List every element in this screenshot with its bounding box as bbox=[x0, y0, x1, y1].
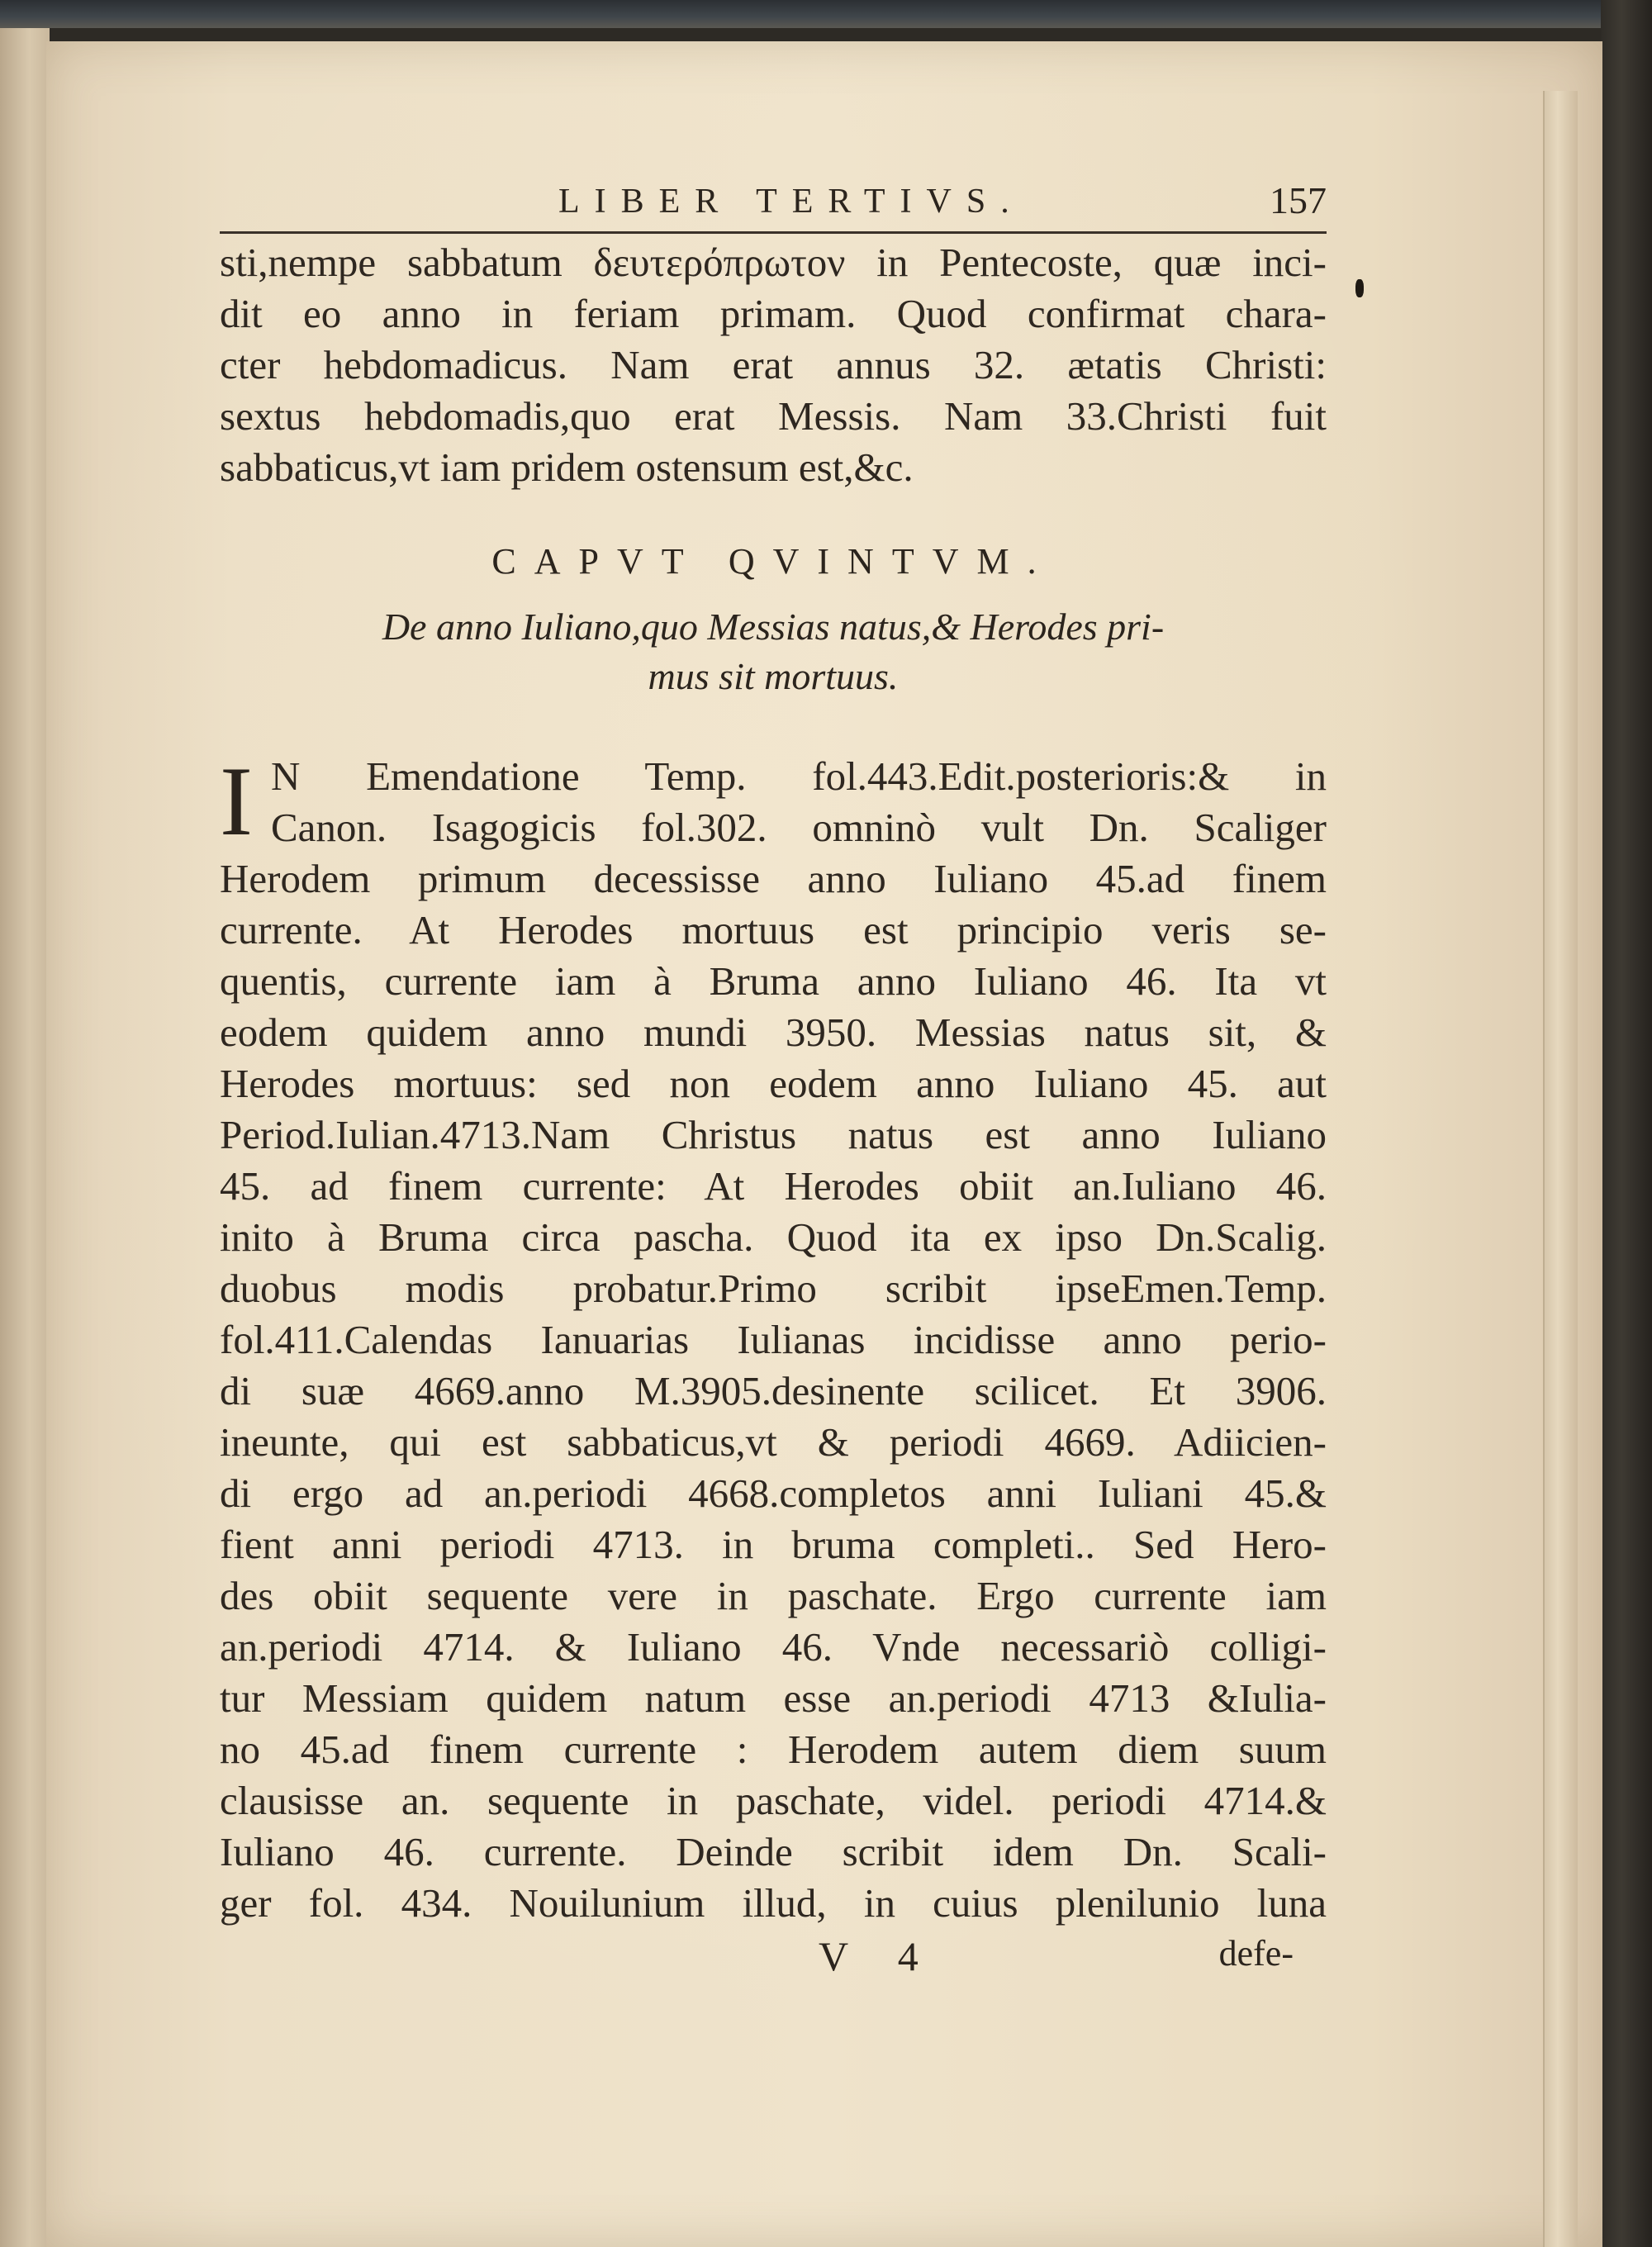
text-line: Herodes mortuus: sed non eodem anno Iuliano 45. aut bbox=[220, 1061, 1327, 1106]
text-line: sti,nempe sabbatum δευτερόπρωτον in Pentecoste, quæ inci- bbox=[220, 240, 1327, 285]
text-line: tur Messiam quidem natum esse an.periodi 4713 &Iulia- bbox=[220, 1675, 1327, 1721]
text-line: fient anni periodi 4713. in bruma completi.. Sed Hero- bbox=[220, 1522, 1327, 1567]
running-title: LIBER TERTIVS. bbox=[558, 183, 1024, 221]
text-line: cter hebdomadicus. Nam erat annus 32. ætatis Christi: bbox=[220, 342, 1327, 387]
text-line: fol.411.Calendas Ianuarias Iulianas incidisse anno perio- bbox=[220, 1317, 1327, 1362]
text-line: currente. At Herodes mortuus est principio veris se- bbox=[220, 907, 1327, 952]
book-cover-edge bbox=[1601, 0, 1652, 2247]
text-line: no 45.ad finem currente : Herodem autem diem suum bbox=[220, 1727, 1327, 1772]
facing-page-edge bbox=[0, 28, 50, 2247]
drop-initial: I bbox=[220, 746, 253, 856]
page-content bbox=[220, 173, 1327, 1990]
text-line: eodem quidem anno mundi 3950. Messias natus sit, & bbox=[220, 1009, 1327, 1055]
text-line: des obiit sequente vere in paschate. Ergo currente iam bbox=[220, 1573, 1327, 1618]
text-line: duobus modis probatur.Primo scribit ipseEmen.Temp. bbox=[220, 1266, 1327, 1311]
catchword: defe- bbox=[1218, 1933, 1294, 1974]
text-line: inito à Bruma circa pascha. Quod ita ex ipso Dn.Scalig. bbox=[220, 1214, 1327, 1260]
ink-blot bbox=[1355, 279, 1364, 297]
text-line: Canon. Isagogicis fol.302. omninò vult Dn. Scaliger bbox=[271, 805, 1327, 850]
text-line: ger fol. 434. Nouilunium illud, in cuius plenilunio luna bbox=[220, 1880, 1327, 1926]
text-line: sabbaticus,vt iam pridem ostensum est,&c. bbox=[220, 444, 914, 490]
text-line: di ergo ad an.periodi 4668.completos anni Iuliani 45.& bbox=[220, 1470, 1327, 1516]
subtitle-line: mus sit mortuus. bbox=[648, 655, 899, 697]
folio-number: 157 bbox=[1270, 179, 1327, 221]
running-head bbox=[220, 173, 1327, 234]
text-line: di suæ 4669.anno M.3905.desinente scilicet. Et 3906. bbox=[220, 1368, 1327, 1413]
page bbox=[46, 41, 1602, 2247]
chapter-heading: CAPVT QVINTVM. bbox=[491, 541, 1055, 582]
text-line: ineunte, qui est sabbaticus,vt & periodi 4669. Adiicien- bbox=[220, 1419, 1327, 1465]
text-line: clausisse an. sequente in paschate, videl. periodi 4714.& bbox=[220, 1778, 1327, 1823]
signature-mark: V 4 bbox=[819, 1933, 938, 1979]
text-line: Herodem primum decessisse anno Iuliano 45.ad finem bbox=[220, 856, 1327, 901]
text-line: an.periodi 4714. & Iuliano 46. Vnde necessariò colligi- bbox=[220, 1624, 1327, 1670]
text-line: Period.Iulian.4713.Nam Christus natus est anno Iuliano bbox=[220, 1112, 1327, 1157]
text-line: 45. ad finem currente: At Herodes obiit an.Iuliano 46. bbox=[220, 1163, 1327, 1209]
text-line: sextus hebdomadis,quo erat Messis. Nam 33.Christi fuit bbox=[220, 393, 1327, 439]
text-line: dit eo anno in feriam primam. Quod confirmat chara- bbox=[220, 291, 1327, 336]
text-line: N Emendatione Temp. fol.443.Edit.posterioris:& in bbox=[271, 753, 1327, 799]
subtitle-line: De anno Iuliano,quo Messias natus,& Herodes pri- bbox=[382, 606, 1165, 648]
chapter-subtitle bbox=[220, 602, 1327, 701]
text-line: quentis, currente iam à Bruma anno Iuliano 46. Ita vt bbox=[220, 958, 1327, 1004]
text-line: Iuliano 46. currente. Deinde scribit idem Dn. Scali- bbox=[220, 1829, 1327, 1874]
page-footer bbox=[220, 1932, 1327, 1990]
page-fore-edge bbox=[1543, 91, 1578, 2247]
chapter-body bbox=[220, 746, 1327, 1929]
continued-text-block bbox=[220, 237, 1327, 493]
book-top-edge bbox=[0, 0, 1652, 28]
